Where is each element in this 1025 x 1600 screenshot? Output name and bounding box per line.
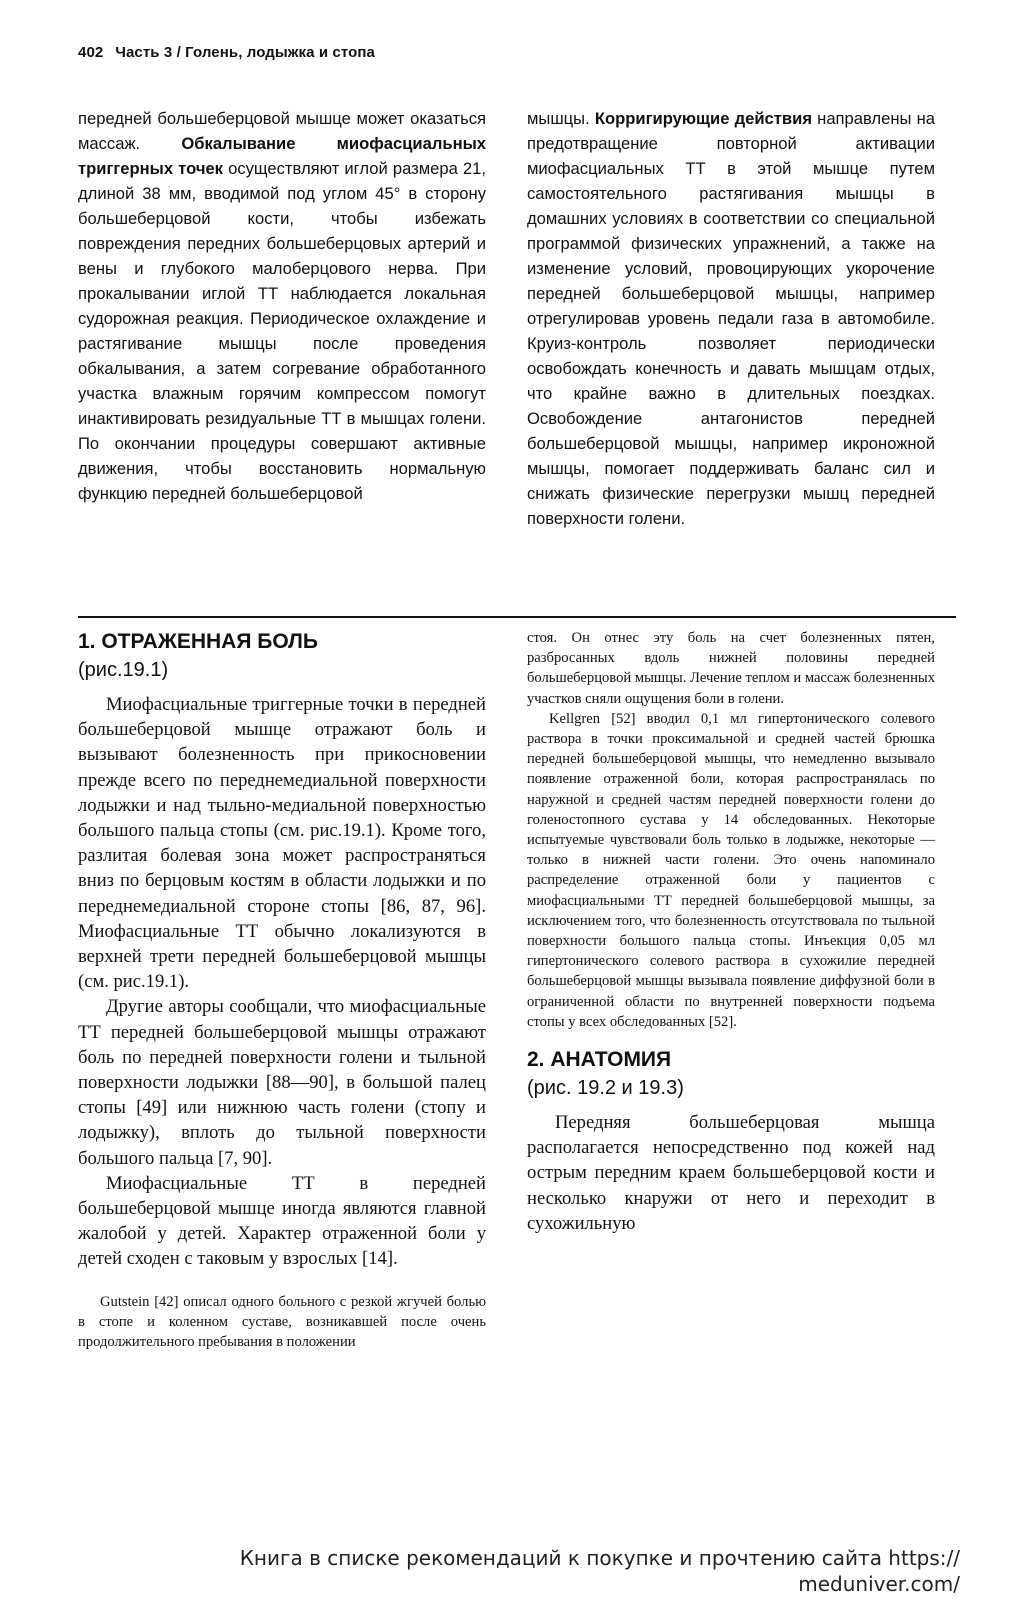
bottom-left-column	[78, 628, 486, 1352]
text-span: направлены на предотвращение повторной активации миофасциальных ТТ в этой мышце путем самостоятельного растягивания мышцы в домашних условиях в соответствии со специальной программой физических упражнений, а также на изменение условий, провоцирующих укорочение передней большеберцовой мышцы, например отрегулировав уровень педали газа в автомобиле. Круиз-контроль позволяет периодически освобождать конечность и давать мышцам отдых, что крайне важно в длительных поездках. Освобождение антагонистов передней большеберцовой мышцы, например икроножной мышцы, помогает поддерживать баланс сил и снижать физические перегрузки мышц передней поверхности голени.	[527, 109, 935, 528]
section-divider	[78, 616, 956, 618]
footer-line-2: meduniver.com/	[798, 1572, 960, 1596]
text-span: осуществляют иглой размера 21, длиной 38 мм, вводимой под углом 45° в сторону большеберцовой кости, чтобы избежать повреждения передних большеберцовых артерий и вены и глубокого малоберцового нерва. При прокалывании иглой ТТ наблюдается локальная судорожная реакция. Периодическое охлаждение и растягивание мышцы после проведения обкалывания, а затем согревание обработанного участка влажным горячим компрессом помогут инактивировать резидуальные ТТ в мышцах голени. По окончании процедуры совершают активные движения, чтобы восстановить нормальную функцию передней большеберцовой	[78, 159, 486, 503]
paragraph-referred-pain-1: Миофасциальные триггерные точки в передней большеберцовой мышце отражают боль и вызывают болезненность при прикосновении прежде всего по переднемедиальной поверхности лодыжки и над тыльно-медиальной поверхностью большого пальца стопы (см. рис.19.1). Кроме того, разлитая болевая зона может распространяться вниз по берцовым костям в области лодыжки и по переднемедиальной стороне стопы [86, 87, 96]. Миофасциальные ТТ обычно локализуются в верхней трети передней большеберцовой мышцы (см. рис.19.1).	[78, 694, 486, 993]
section-2-title: 2. АНАТОМИЯ	[527, 1048, 672, 1072]
section-1-title: 1. ОТРАЖЕННАЯ БОЛЬ	[78, 630, 318, 653]
paragraph-referred-pain-3: Миофасциальные ТТ в передней большеберцовой мышце иногда являются главной жалобой у детей. Характер отраженной боли у детей сходен с таковым у взрослых [14].	[78, 1172, 486, 1270]
paragraph-injection	[78, 106, 486, 506]
bold-term: Корригирующие действия	[594, 109, 812, 128]
running-title: Часть 3 / Голень, лодыжка и стопа	[115, 44, 375, 61]
paragraph-anatomy-1: Передняя большеберцовая мышца располагается непосредственно под кожей над острым передним краем большеберцовой кости и несколько кнаружи от него и переходит в сухожильную	[527, 1112, 935, 1234]
section-2-subtitle: (рис. 19.2 и 19.3)	[527, 1077, 684, 1100]
running-header	[78, 44, 375, 61]
note-gutstein: Gutstein [42] описал одного больного с резкой жгучей болью в стопе и коленном суставе, возникавшей после очень продолжительного пребывания в положении	[78, 1293, 486, 1351]
text-span: мышцы.	[527, 109, 595, 128]
page-number: 402	[78, 44, 104, 61]
note-gutstein-continued: стоя. Он отнес эту боль на счет болезненных пятен, разбросанных вдоль нижней половины передней большеберцовой мышцы. Лечение теплом и массаж болезненных участков сняли ощущения боли в голени.	[527, 630, 936, 707]
text-span: передней большеберцовой мышце может оказаться массаж.	[78, 109, 486, 153]
site-footer	[140, 1545, 960, 1597]
top-left-column	[78, 106, 486, 506]
note-kellgren: Kellgren [52] вводил 0,1 мл гипертонического солевого раствора в точки проксимальной и средней частей брюшка передней большеберцовой мышцы, что немедленно вызывало появление отраженной боли, которая распространялась по наружной и средней частям передней поверхности голени до голеностопного сустава у 14 обследованных. Некоторые испытуемые чувствовали боль только в лодыжке, некоторые — только в нижней части голени. Это очень напоминало распределение отраженной боли у пациентов с миофасциальными ТТ передней большеберцовой мышцы, за исключением того, что болезненность отсутствовала по тыльной поверхности большого пальца стопы. Инъекция 0,05 мл гипертонического солевого раствора в сухожилие передней большеберцовой мышцы вызывала появление диффузной боли в ограниченной области по внутренней поверхности подъема стопы у всех обследованных [52].	[527, 710, 935, 1030]
section-1-subtitle: (рис.19.1)	[78, 659, 169, 681]
footer-line-1: Книга в списке рекомендаций к покупке и прочтению сайта https://	[239, 1546, 960, 1570]
paragraph-corrective-actions	[527, 106, 935, 531]
top-right-column	[527, 106, 935, 531]
paragraph-referred-pain-2: Другие авторы сообщали, что миофасциальные ТТ передней большеберцовой мышцы отражают боль по передней поверхности голени и тыльной поверхности лодыжки [88—90], в большой палец стопы [49] или нижнюю часть голени (стопу и лодыжку), вплоть до тыльной поверхности большого пальца [7, 90].	[78, 996, 486, 1169]
bottom-right-column	[527, 628, 935, 1236]
bold-term: Обкалывание миофасциальных триггерных точек	[78, 134, 486, 178]
